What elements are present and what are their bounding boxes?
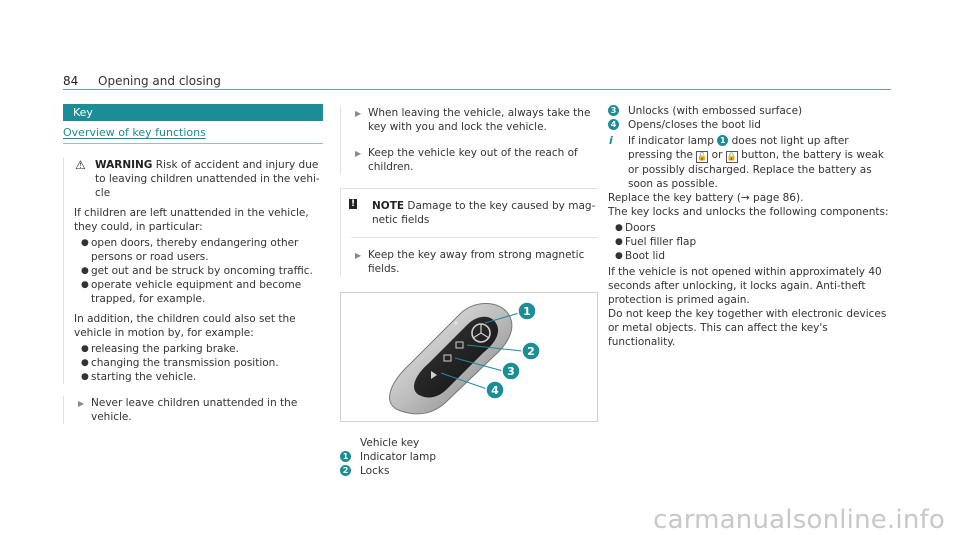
callout-2 xyxy=(522,342,540,360)
callout-number-badge: 1 xyxy=(340,451,351,462)
warning-paragraph-1: If children are left unattended in the vehicle, they could, in particular: xyxy=(74,207,309,233)
svg-text:4: 4 xyxy=(491,384,499,397)
note-label: NOTE xyxy=(372,200,405,212)
callout-number-badge: 4 xyxy=(608,119,619,130)
callout-number-badge: 1 xyxy=(717,135,728,146)
figure-caption: Vehicle key xyxy=(360,437,420,449)
note-exclamation-icon: ! xyxy=(350,199,356,209)
list-item: ● Fuel filler flap xyxy=(615,236,697,248)
instruction-step: ▶ When leaving the vehicle, always take the key with you and lock the vehicle. xyxy=(355,107,591,133)
list-item: ● releasing the parking brake. xyxy=(81,343,239,355)
replace-battery-text: Replace the key battery (→ page 86). xyxy=(608,192,804,204)
warning-paragraph-2: In addition, the children could also set the vehicle in motion by, for example: xyxy=(74,313,296,339)
vehicle-key-illustration xyxy=(340,292,598,422)
subsection-title: Overview of key functions xyxy=(63,126,323,144)
column-left xyxy=(63,104,323,424)
bullet-icon: ● xyxy=(615,251,623,261)
vehicle-key-icon xyxy=(341,293,597,421)
svg-text:1: 1 xyxy=(523,305,531,318)
bullet-icon: ● xyxy=(615,223,623,233)
legend-item: 4 Opens/closes the boot lid xyxy=(608,118,890,132)
list-item: ● Doors xyxy=(615,222,656,234)
column-middle xyxy=(340,106,598,478)
watermark: carmanualsonline.info xyxy=(653,505,945,535)
note-text: Damage to the key caused by magnetic fields xyxy=(372,200,596,226)
instruction-step: ▶ Never leave children unattended in the vehicle. xyxy=(78,397,298,423)
keep-away-text: Do not keep the key together with electronic devices or metal objects. This can affect the key's functionality. xyxy=(608,308,887,348)
instruction-step: ▶ Keep the key away from strong magnetic fields. xyxy=(355,249,585,275)
note-box xyxy=(340,188,598,276)
warning-label: WARNING xyxy=(95,159,153,171)
bullet-icon: ● xyxy=(81,238,89,248)
bullet-icon: ● xyxy=(81,372,89,382)
header-divider xyxy=(63,89,891,90)
warning-box xyxy=(63,158,323,384)
legend-item: 3 Unlocks (with embossed surface) xyxy=(608,104,890,118)
callout-number-badge: 3 xyxy=(608,105,619,116)
list-item: ● changing the transmission position. xyxy=(81,357,279,369)
relock-text: If the vehicle is not opened within approximately 40 seconds after unlocking, it locks again. Anti-theft protection is primed again. xyxy=(608,266,882,306)
warning-step-box xyxy=(63,396,323,424)
svg-text:2: 2 xyxy=(527,345,535,358)
instruction-step: ▶ Keep the vehicle key out of the reach of children. xyxy=(355,147,578,173)
callout-3 xyxy=(502,362,520,380)
callout-4 xyxy=(486,381,504,399)
legend-item: 1 Indicator lamp xyxy=(340,450,598,464)
list-item: ● open doors, thereby endangering other persons or road users. xyxy=(81,237,299,263)
bullet-icon: ● xyxy=(81,280,89,290)
step-arrow-icon: ▶ xyxy=(78,399,85,408)
warning-list-2 xyxy=(74,342,323,384)
locks-components-text: The key locks and unlocks the following components: xyxy=(608,206,889,218)
warning-heading xyxy=(74,158,323,200)
unlock-button-icon: 🔓 xyxy=(697,152,708,161)
warning-continuation-box xyxy=(340,106,598,174)
section-title: Key xyxy=(63,104,323,121)
list-item: ● Boot lid xyxy=(615,250,666,262)
components-list xyxy=(608,221,890,263)
bullet-icon: ● xyxy=(615,237,623,247)
list-item: ● operate vehicle equipment and become trapped, for example. xyxy=(81,279,302,305)
info-note: i If indicator lamp 1 does not light up after pressing the 🔓 or 🔒 button, the battery is weak or possibly discharged. Replace the battery as soon as possible. xyxy=(609,134,884,190)
step-arrow-icon: ▶ xyxy=(355,109,362,118)
step-arrow-icon: ▶ xyxy=(355,149,362,158)
bullet-icon: ● xyxy=(81,344,89,354)
info-icon: i xyxy=(609,134,613,147)
callout-1 xyxy=(518,302,536,320)
page-number: 84 xyxy=(63,74,79,88)
step-arrow-icon: ▶ xyxy=(355,251,362,260)
bullet-icon: ● xyxy=(81,358,89,368)
warning-triangle-icon: ⚠ xyxy=(75,158,86,172)
callout-number-badge: 2 xyxy=(340,465,351,476)
legend-item: 2 Locks xyxy=(340,464,598,478)
warning-list-1 xyxy=(74,236,323,306)
list-item: ● starting the vehicle. xyxy=(81,371,197,383)
warning-text: Risk of accident and injury due to leaving children unattended in the vehicle xyxy=(95,159,320,199)
list-item: ● get out and be struck by oncoming traffic. xyxy=(81,265,313,277)
svg-text:3: 3 xyxy=(507,365,515,378)
column-right xyxy=(608,104,890,349)
page-header-title: Opening and closing xyxy=(98,74,221,88)
lock-button-icon: 🔒 xyxy=(726,152,737,161)
bullet-icon: ● xyxy=(81,266,89,276)
